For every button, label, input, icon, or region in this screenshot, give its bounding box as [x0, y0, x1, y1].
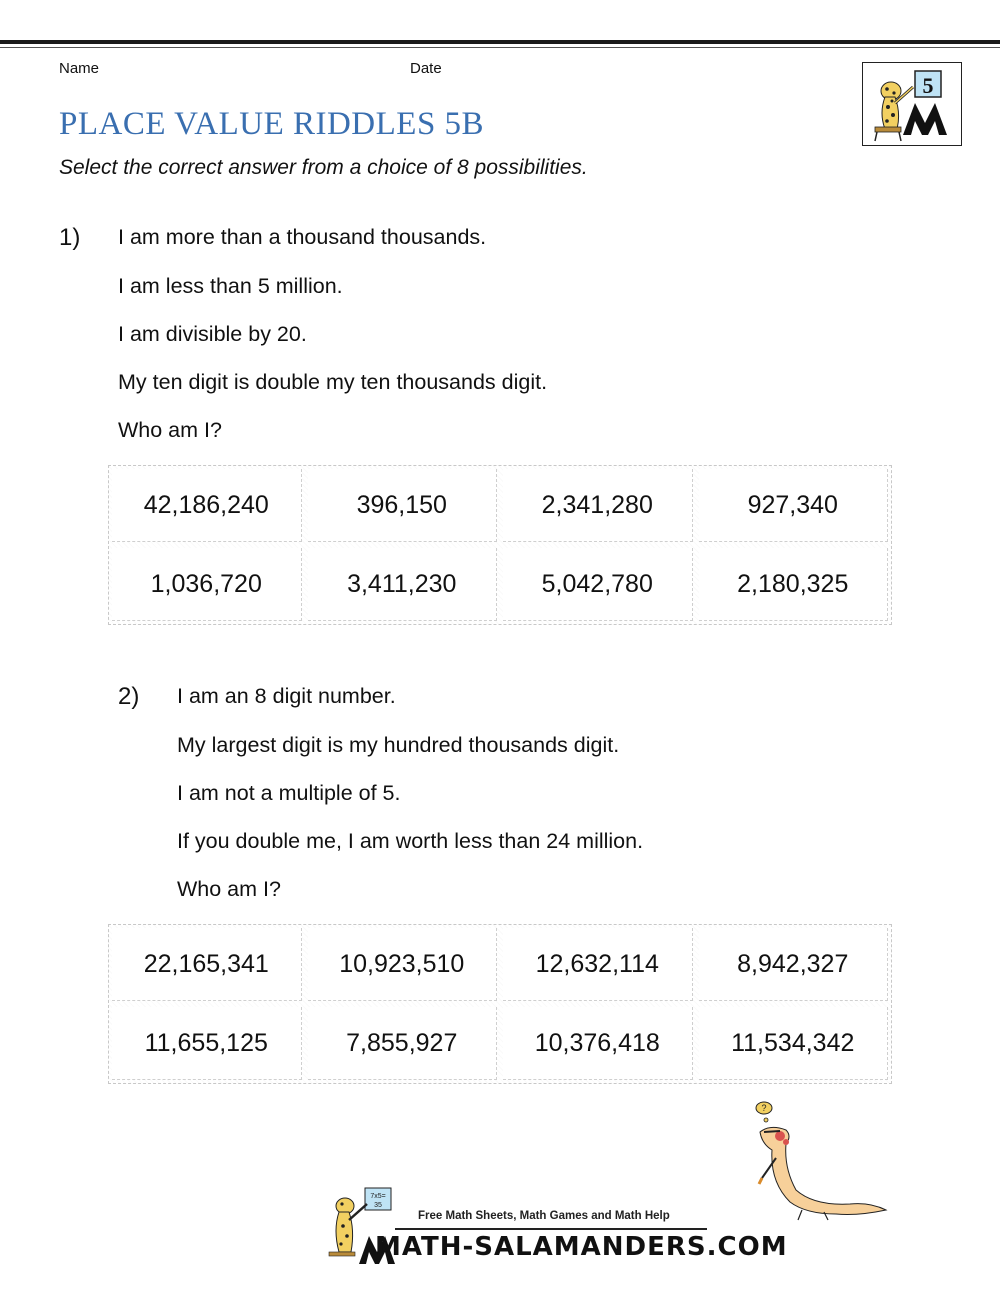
- question-2-number: 2): [118, 683, 140, 710]
- page-title: PLACE VALUE RIDDLES 5B: [59, 106, 485, 142]
- answer-choice[interactable]: 10,923,510: [308, 928, 498, 1001]
- question-1-line: I am less than 5 million.: [118, 274, 343, 298]
- name-label: Name: [59, 60, 100, 77]
- question-1-line: Who am I?: [118, 418, 222, 442]
- question-1-number: 1): [59, 224, 81, 251]
- answer-choice[interactable]: 927,340: [699, 469, 889, 542]
- question-2-choices: [108, 924, 892, 1084]
- question-2-line: My largest digit is my hundred thousands digit.: [177, 733, 620, 757]
- answer-choice[interactable]: 12,632,114: [503, 928, 693, 1001]
- question-1-line: My ten digit is double my ten thousands digit.: [118, 370, 548, 394]
- question-1-line: I am more than a thousand thousands.: [118, 225, 487, 249]
- footer-rule: [395, 1228, 707, 1230]
- grade-logo: [862, 62, 962, 146]
- footer-site-link[interactable]: MATH-SALAMANDERS.COM: [375, 1232, 788, 1262]
- answer-choice[interactable]: 22,165,341: [112, 928, 302, 1001]
- sign-text: 7x5= 35: [370, 1193, 386, 1209]
- date-label: Date: [410, 60, 442, 77]
- answer-choice[interactable]: 1,036,720: [112, 548, 302, 621]
- question-2-line: I am an 8 digit number.: [177, 684, 396, 708]
- answer-choice[interactable]: 2,180,325: [699, 548, 889, 621]
- question-2-line: If you double me, I am worth less than 24 million.: [177, 829, 644, 853]
- footer-tagline: Free Math Sheets, Math Games and Math Help: [418, 1210, 670, 1222]
- answer-choice[interactable]: 3,411,230: [308, 548, 498, 621]
- question-2-line: Who am I?: [177, 877, 281, 901]
- page-subtitle: Select the correct answer from a choice of 8 possibilities.: [59, 156, 588, 179]
- answer-choice[interactable]: 7,855,927: [308, 1007, 498, 1080]
- top-rule: [0, 40, 1000, 44]
- question-2-line: I am not a multiple of 5.: [177, 781, 401, 805]
- answer-choice[interactable]: 8,942,327: [699, 928, 889, 1001]
- answer-choice[interactable]: 396,150: [308, 469, 498, 542]
- answer-choice[interactable]: 10,376,418: [503, 1007, 693, 1080]
- thinking-salamander-icon: [740, 1098, 890, 1223]
- grade-badge: 5: [922, 73, 934, 98]
- salamander-logo-icon: [863, 63, 963, 147]
- question-1-line: I am divisible by 20.: [118, 322, 307, 346]
- answer-choice[interactable]: 11,534,342: [699, 1007, 889, 1080]
- answer-choice[interactable]: 11,655,125: [112, 1007, 302, 1080]
- top-rule-thin: [0, 47, 1000, 48]
- answer-choice[interactable]: 5,042,780: [503, 548, 693, 621]
- question-1-choices: [108, 465, 892, 625]
- thought-bubble: ?: [761, 1103, 767, 1113]
- answer-choice[interactable]: 42,186,240: [112, 469, 302, 542]
- answer-choice[interactable]: 2,341,280: [503, 469, 693, 542]
